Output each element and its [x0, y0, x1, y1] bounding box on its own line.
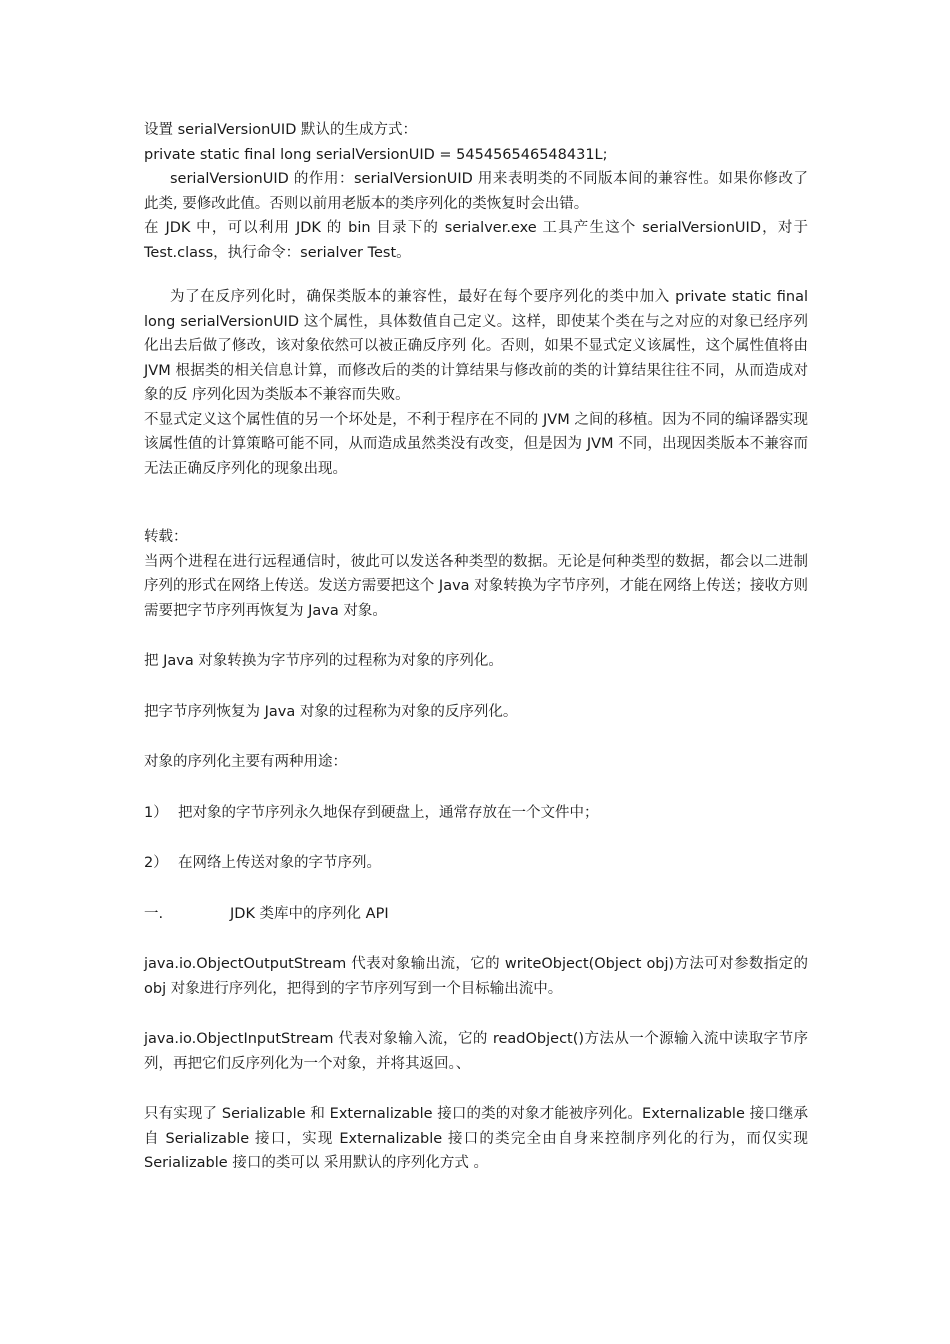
compatibility-paragraph: 为了在反序列化时，确保类版本的兼容性，最好在每个要序列化的类中加入 private static final long serialVersionUID 这个属性，具体数值自己定义。这样，即使某个类在与之对应的对象已经序列化出去后做了修改，该对象依然可以被正确反序列 化。否则，如果不显式定义该属性，这个属性值将由 JVM 根据类的相关信息计算，而修改后的类的计算结果与修改前的类的计算结果往往不同，从而造成对象的反 序列化因为类版本不兼容而失败。 — [144, 289, 808, 403]
list-item — [144, 801, 808, 826]
deserialization-definition: 把字节序列恢复为 Java 对象的过程称为对象的反序列化。 — [144, 703, 518, 720]
list-item-text: 在网络上传送对象的字节序列。 — [178, 855, 381, 871]
spacer — [144, 481, 808, 525]
list-item — [144, 851, 808, 876]
portability-paragraph: 不显式定义这个属性值的另一个坏处是，不利于程序在不同的 JVM 之间的移植。因为不同的编译器实现该属性值的计算策略可能不同，从而造成虽然类没有改变，但是因为 JVM 不同，出现因类版本不兼容而无法正确反序列化的现象出现。 — [144, 411, 808, 477]
serialversionuid-intro-line: 设置 serialVersionUID 默认的生成方式： — [144, 122, 417, 138]
spacer — [144, 876, 808, 902]
spacer — [144, 674, 808, 700]
spacer — [144, 1076, 808, 1102]
spacer — [144, 265, 808, 285]
serializable-interface-paragraph: 只有实现了 Serializable 和 Externalizable 接口的类的对象才能被序列化。Externalizable 接口继承自 Serializable 接口，实现 Externalizable 接口的类完全由自身来控制序列化的行为，而仅实现 Serializable 接口的类可以 采用默认的序列化方式 。 — [144, 1106, 808, 1171]
spacer — [144, 1001, 808, 1027]
spacer — [144, 724, 808, 750]
document-body — [144, 118, 808, 1176]
list-item-number: 2） — [144, 855, 168, 871]
remote-communication-paragraph: 当两个进程在进行远程通信时，彼此可以发送各种类型的数据。无论是何种类型的数据，都会以二进制序列的形式在网络上传送。发送方需要把这个 Java 对象转换为字节序列，才能在网络上传送；接收方则需要把字节序列再恢复为 Java 对象。 — [144, 553, 808, 619]
spacer — [144, 775, 808, 801]
serialver-tool-paragraph: 在 JDK 中，可以利用 JDK 的 bin 目录下的 serialver.exe 工具产生这个 serialVersionUID，对于 Test.class，执行命令：serialver Test。 — [144, 220, 808, 261]
object-output-stream-paragraph: java.io.ObjectOutputStream 代表对象输出流，它的 writeObject(Object obj)方法可对参数指定的 obj 对象进行序列化，把得到的字节序列写到一个目标输出流中。 — [144, 956, 808, 997]
list-item-text: 把对象的字节序列永久地保存到硬盘上，通常存放在一个文件中； — [178, 804, 599, 821]
section-heading-text: JDK 类库中的序列化 API — [230, 905, 389, 922]
spacer — [144, 926, 808, 952]
list-item-number: 1） — [144, 804, 168, 821]
serialversionuid-purpose-paragraph: serialVersionUID 的作用：serialVersionUID 用来表明类的不同版本间的兼容性。如果你修改了此类, 要修改此值。否则以前用老版本的类序列化的类恢复时会出错。 — [144, 171, 808, 212]
uses-intro: 对象的序列化主要有两种用途： — [144, 754, 347, 770]
section-heading — [144, 902, 808, 927]
spacer — [144, 623, 808, 649]
object-input-stream-paragraph: java.io.ObjectInputStream 代表对象输入流，它的 readObject()方法从一个源输入流中读取字节序列，再把它们反序列化为一个对象，并将其返回。、 — [144, 1031, 808, 1072]
section-heading-number: 一. — [144, 905, 164, 922]
repost-label: 转载： — [144, 529, 188, 545]
serialization-definition: 把 Java 对象转换为字节序列的过程称为对象的序列化。 — [144, 653, 503, 669]
serialversionuid-code-line: private static final long serialVersionUID = 545456546548431L; — [144, 146, 608, 163]
spacer — [144, 825, 808, 851]
